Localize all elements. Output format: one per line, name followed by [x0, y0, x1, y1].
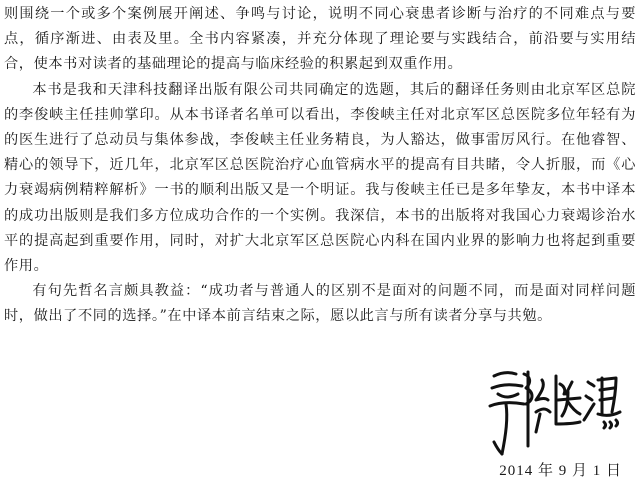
- preface-body: [4, 2, 636, 330]
- date-line: 2014 年 9 月 1 日: [499, 463, 622, 479]
- paragraph-intro-continuation: 则围绕一个或多个案例展开阐述、争鸣与讨论，说明不同心衰患者诊断与治疗的不同难点与要点，循序渐进、由表及里。全书内容紧凑，并充分体现了理论要与实践结合，前沿要与实用结合，使本书对读者的基础理论的提高与临床经验的积累起到双重作用。: [4, 6, 636, 73]
- paragraph-closing-quote: 有句先哲名言颇具教益：“成功者与普通人的区别不是面对的问题不同，而是面对同样问题时，做出了不同的选择。”在中译本前言结束之际，愿以此言与所有读者分享与共勉。: [4, 283, 636, 325]
- signature-drawing: [476, 354, 626, 464]
- handwritten-signature: [476, 354, 626, 464]
- paragraph-translation-credits: 本书是我和天津科技翻译出版有限公司共同确定的选题，其后的翻译任务则由北京军区总院的李俊峡主任挂帅掌印。从本书译者名单可以看出，李俊峡主任对北京军区总医院多位年轻有为的医生进行了总动员与集体参战，李俊峡主任业务精良，为人豁达，做事雷厉风行。在他睿智、精心的领导下，近几年，北京军区总医院治疗心血管病水平的提高有目共睹，令人折服，而《心力衰竭病例精粹解析》一书的顺利出版又是一个明证。我与俊峡主任已是多年挚友，本书中译本的成功出版则是我们多方位成功合作的一个实例。我深信，本书的出版将对我国心力衰竭诊治水平的提高起到重要作用，同时，对扩大北京军区总医院心内科在国内业界的影响力也将起到重要作用。: [4, 81, 636, 275]
